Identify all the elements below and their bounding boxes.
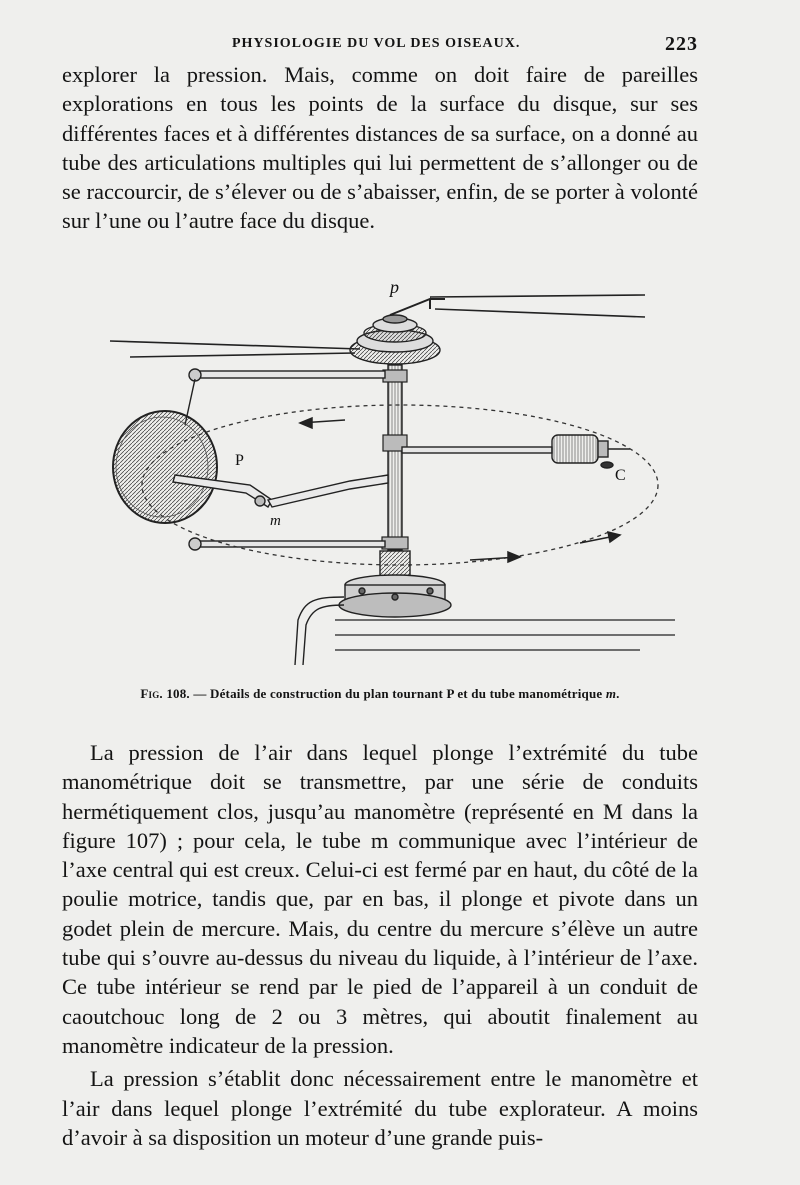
label-C-cylinder: C <box>615 467 626 484</box>
caption-text: — Détails de construction du plan tournant P et du tube manométrique <box>189 686 606 701</box>
caption-italic-letter: m <box>605 686 617 701</box>
main-text-block <box>62 738 698 1152</box>
pulley-bracket <box>390 299 445 315</box>
label-p-pulley: p <box>390 277 399 297</box>
running-title: PHYSIOLOGIE DU VOL DES OISEAUX. <box>232 36 521 51</box>
apparatus-illustration <box>100 275 680 665</box>
cylinder-arm <box>402 435 630 468</box>
upper-arm <box>185 369 385 425</box>
page-number: 223 <box>665 33 698 55</box>
label-m-tube: m <box>270 513 281 529</box>
caption-label: Fig. 108. <box>140 686 190 701</box>
caption-end: . <box>616 686 620 701</box>
figure-caption <box>62 686 698 702</box>
figure-108 <box>100 275 680 665</box>
paragraph-pressure-established: La pression s’établit donc nécessairement entre le manomètre et l’air dans lequel plonge l’extrémité du tube explorateur. A moins d’avoir à sa disposition un moteur d’une grande puis- <box>62 1066 698 1150</box>
central-axis <box>382 365 408 550</box>
table-lines <box>335 620 675 650</box>
rubber-conduit <box>295 597 344 665</box>
top-paragraph-block <box>62 60 698 236</box>
paragraph-pressure-transmission: La pression de l’air dans lequel plonge l’extrémité du tube manométrique doit se transmettre, par une série de conduits hermétiquement clos, jusqu’au manomètre (représenté en M dans la figure 107) ; pour cela, le tube m communique avec l’intérieur de l’axe central qui est creux. Celui-ci est fermé par en haut, du côté de la poulie motrice, tandis que, par en bas, il plonge et pivote dans un godet plein de mercure. Mais, du centre du mercure s’élève un autre tube qui s’ouvre au-dessus du niveau du liquide, à l’intérieur de l’axe. Ce tube intérieur se rend par le pied de l’appareil à un conduit de caoutchouc long de 2 ou 3 mètres, qui aboutit finalement au manomètre indicateur de la pression. <box>62 740 698 1058</box>
mercury-cup-base <box>339 551 451 617</box>
stepped-pulley <box>350 315 440 364</box>
top-paragraph: explorer la pression. Mais, comme on doit faire de pareilles explorations en tous les points de la surface du disque, sur ses différentes faces et à différentes distances de sa surface, on a donné au tube des articulations multiples qui lui permettent de s’allonger ou de se raccourcir, de s’élever ou de s’abaisser, enfin, de se porter à volonté sur l’une ou l’autre face du disque. <box>62 62 698 234</box>
lower-arm <box>189 538 385 550</box>
label-P-disc: P <box>235 452 244 469</box>
rotating-disc <box>113 411 217 523</box>
